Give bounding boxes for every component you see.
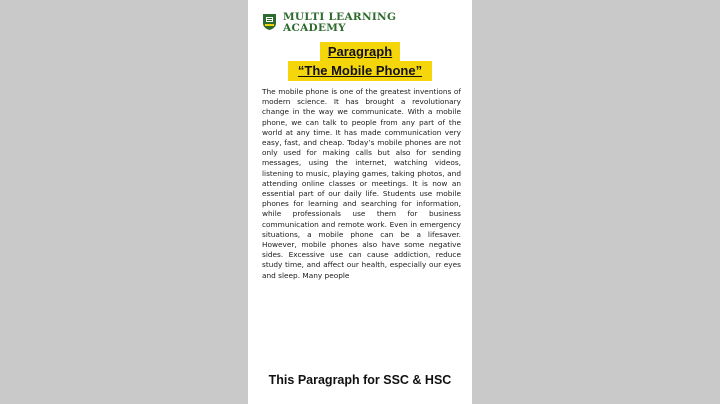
right-letterbox [472, 0, 720, 404]
left-letterbox [0, 0, 248, 404]
heading-topic: “The Mobile Phone” [288, 61, 432, 81]
academy-name-line1: MULTI LEARNING [283, 11, 397, 23]
paragraph-body: The mobile phone is one of the greatest inventions of modern science. It has brought a revolutionary change in the way we communicate. With a mobile phone, we can talk to people from any part of the world at any time. It has made communication very easy, fast, and cheap. Today’s mobile phones are not only used for making calls but also for sending messages, using the internet, watching videos, listening to music, playing games, taking photos, and attending online classes or meetings. It is now an essential part of our daily life. Students use mobile phones for learning and searching for information, while professionals use them for business communication and remote work. Even in emergency situations, a mobile phone can be a lifesaver. However, mobile phones also have some negative sides. Excessive use can cause addiction, reduce study time, and affect our health, especially our eyes and sleep. Many people [262, 87, 461, 280]
academy-name [283, 12, 403, 34]
academy-name-line2: ACADEMY [283, 22, 346, 34]
heading-paragraph: Paragraph [320, 42, 400, 62]
footer-caption: This Paragraph for SSC & HSC [268, 373, 452, 387]
academy-logo-icon [262, 13, 277, 31]
